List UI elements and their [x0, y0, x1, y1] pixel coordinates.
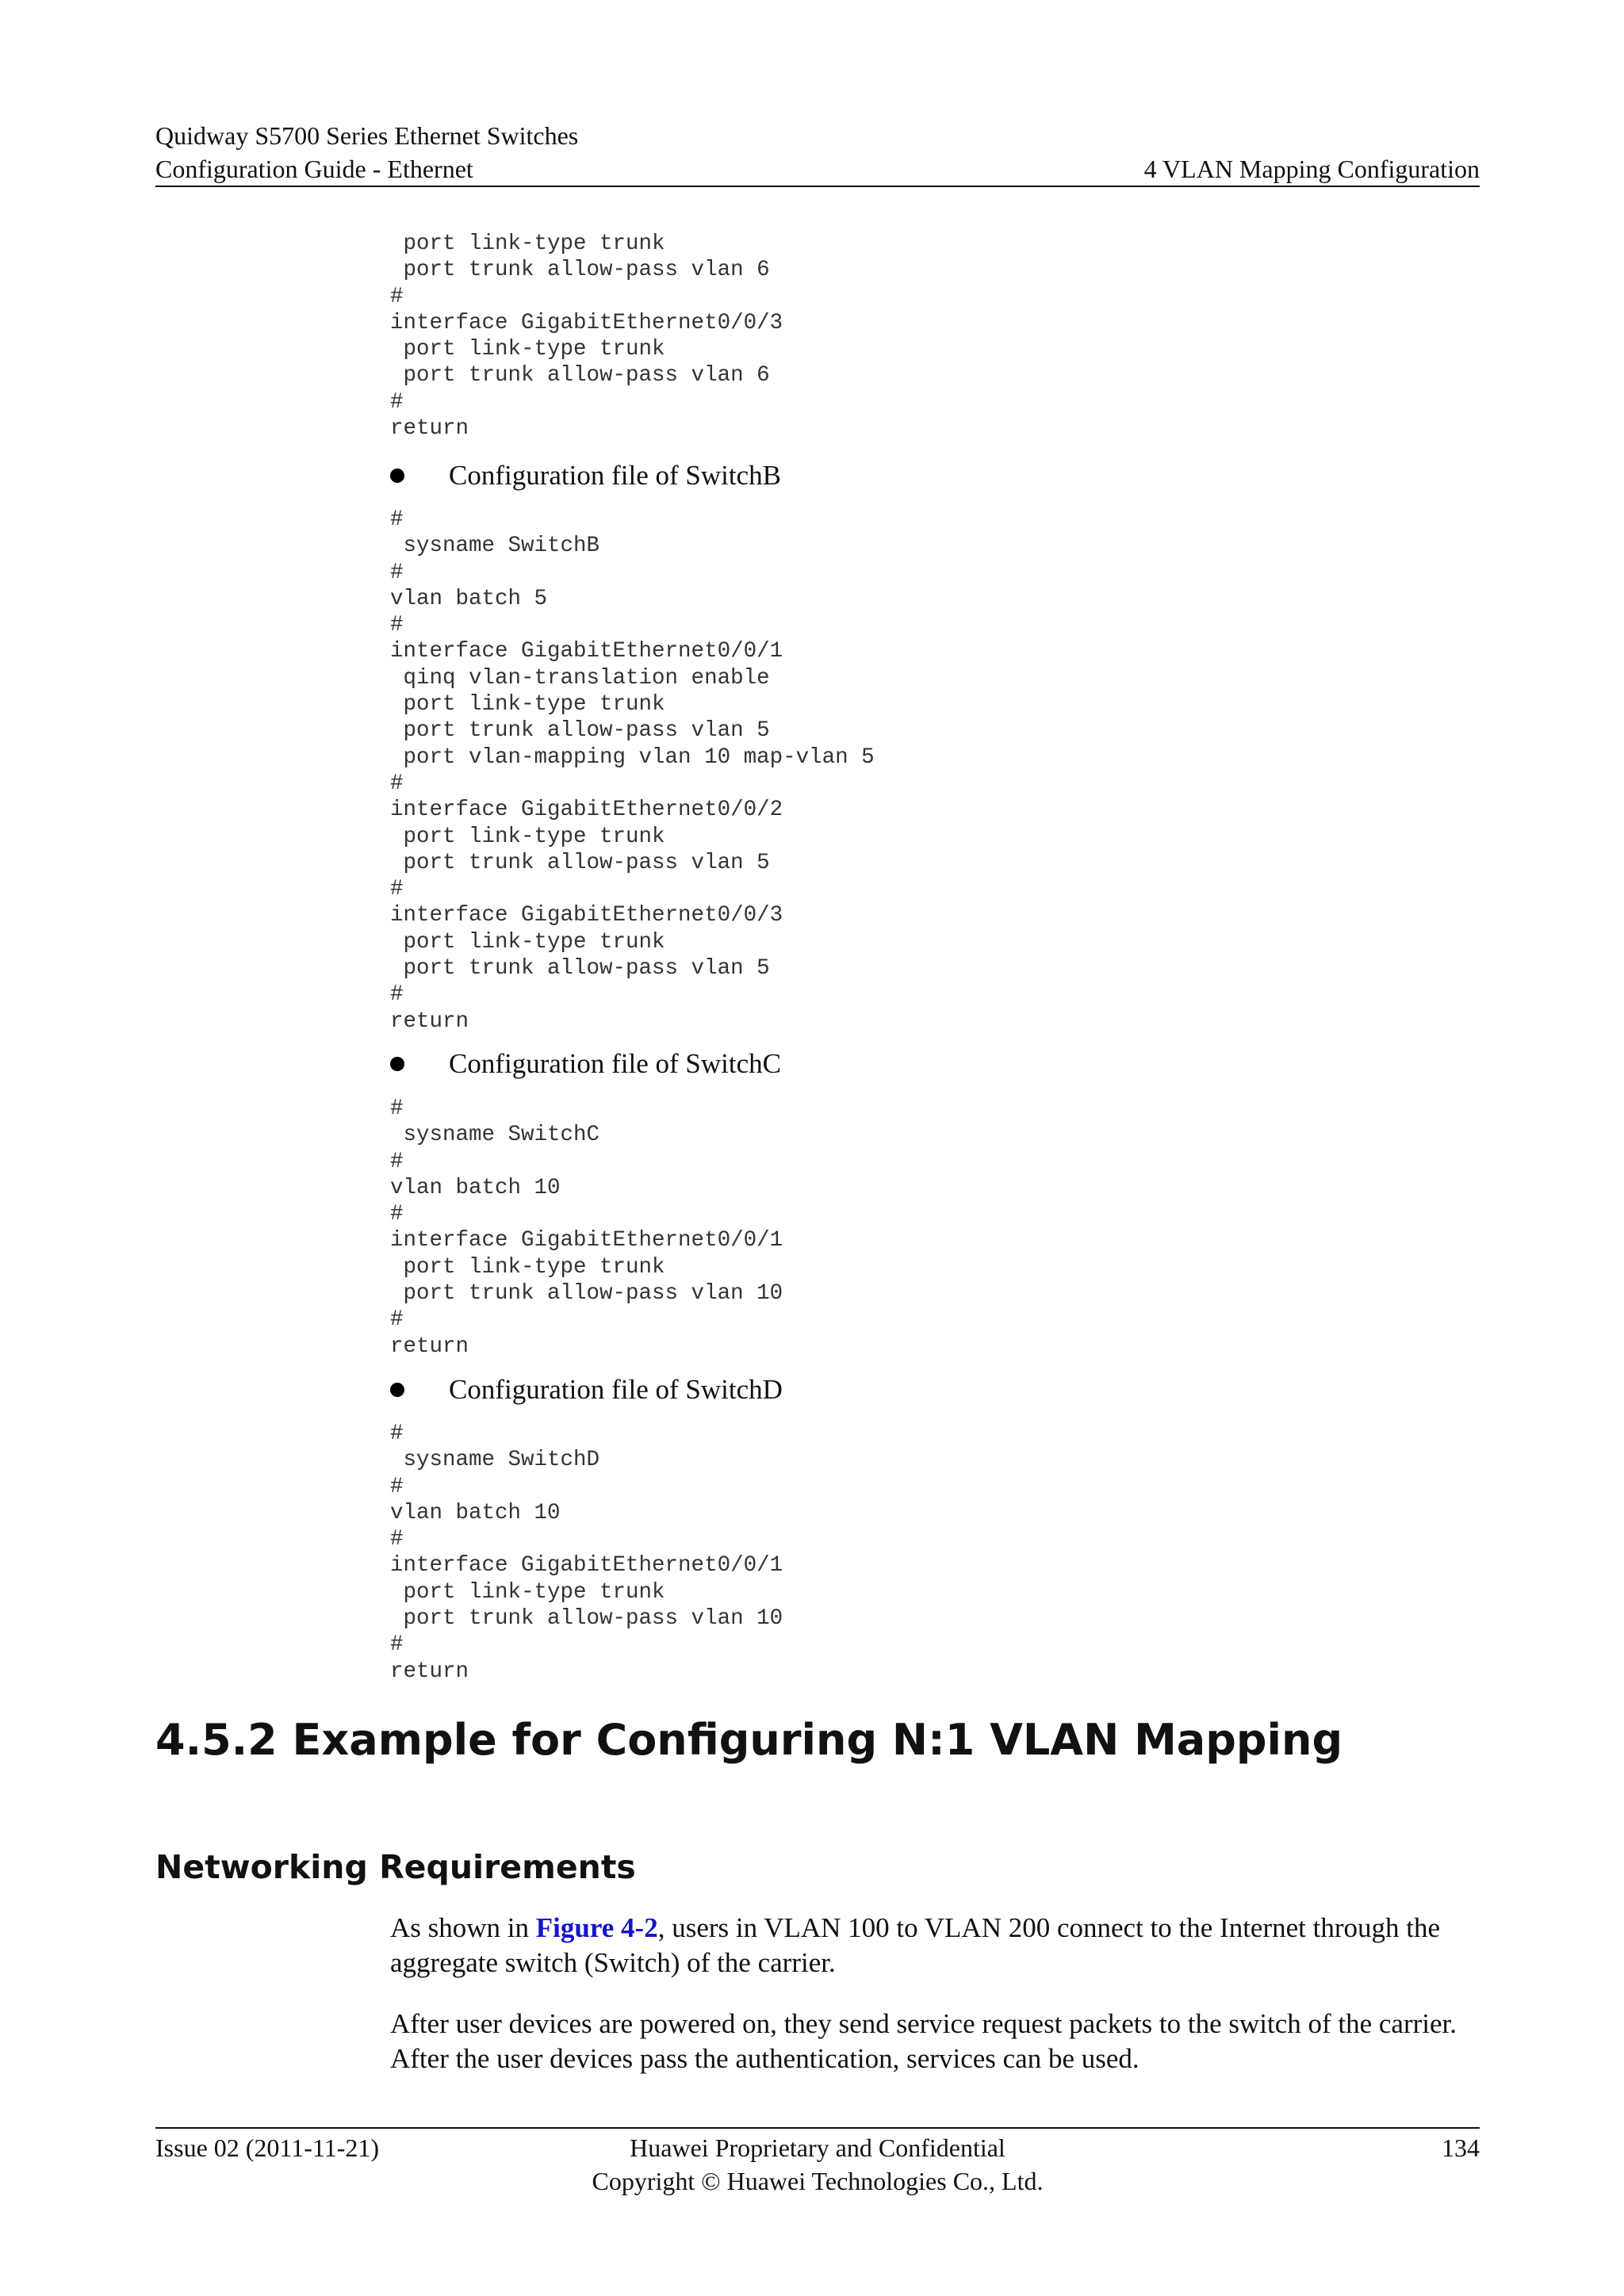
para1-text-after: , users in VLAN 100 to VLAN 200 connect to the Internet through the aggregate switch (Switch) of the carrier. [390, 1912, 1441, 1978]
section-subheading: Networking Requirements [155, 1848, 636, 1886]
page-footer [155, 2131, 1480, 2210]
header-divider [155, 186, 1480, 187]
section-title: 4.5.2 Example for Configuring N:1 VLAN Mapping [155, 1715, 1343, 1765]
header-chapter: 4 VLAN Mapping Configuration [1143, 155, 1480, 183]
footer-page-number: 134 [1442, 2133, 1480, 2162]
header-guide: Configuration Guide - Ethernet [155, 155, 473, 183]
bullet-label: Configuration file of SwitchC [449, 1048, 781, 1079]
footer-divider [155, 2127, 1480, 2129]
code-block-switchc: # sysname SwitchC # vlan batch 10 # interface GigabitEthernet0/0/1 port link-type trunk port trunk allow-pass vlan 10 # return [390, 1096, 783, 1359]
bullet-label: Configuration file of SwitchB [449, 460, 781, 491]
paragraph-networking-2: After user devices are powered on, they send service request packets to the switch of the carrier. After the user devices pass the authentication, services can be used. [390, 2008, 1457, 2074]
footer-center [155, 2131, 1480, 2198]
code-block-switcha-tail: port link-type trunk port trunk allow-pass vlan 6 # interface GigabitEthernet0/0/3 port link-type trunk port trunk allow-pass vlan 6 # return [390, 232, 783, 442]
bullet-dot-icon [390, 1057, 404, 1071]
bullet-dot-icon [390, 1383, 404, 1397]
code-block-switchd: # sysname SwitchD # vlan batch 10 # interface GigabitEthernet0/0/1 port link-type trunk port trunk allow-pass vlan 10 # return [390, 1422, 783, 1684]
para1-text-before: As shown in [390, 1912, 536, 1943]
footer-confidential: Huawei Proprietary and Confidential [630, 2133, 1005, 2162]
code-block-switchb: # sysname SwitchB # vlan batch 5 # interface GigabitEthernet0/0/1 qinq vlan-translation enable port link-type trunk port trunk allow-pass vlan 5 port vlan-mapping vlan 10 map-vlan 5 # interface GigabitEthernet0/0/2 port link-type trunk port trunk allow-pass vlan 5 # interface GigabitEthernet0/0/3 port link-type trunk port trunk allow-pass vlan 5 # return [390, 507, 875, 1034]
page-header [155, 119, 1480, 186]
bullet-label: Configuration file of SwitchD [449, 1374, 783, 1405]
footer-copyright: Copyright © Huawei Technologies Co., Ltd. [592, 2167, 1044, 2195]
figure-4-2-link[interactable]: Figure 4-2 [535, 1912, 658, 1943]
bullet-dot-icon [390, 469, 404, 483]
header-product: Quidway S5700 Series Ethernet Switches [155, 121, 579, 150]
paragraph-networking-1 [390, 1911, 1480, 1980]
footer-issue: Issue 02 (2011-11-21) [155, 2133, 380, 2162]
